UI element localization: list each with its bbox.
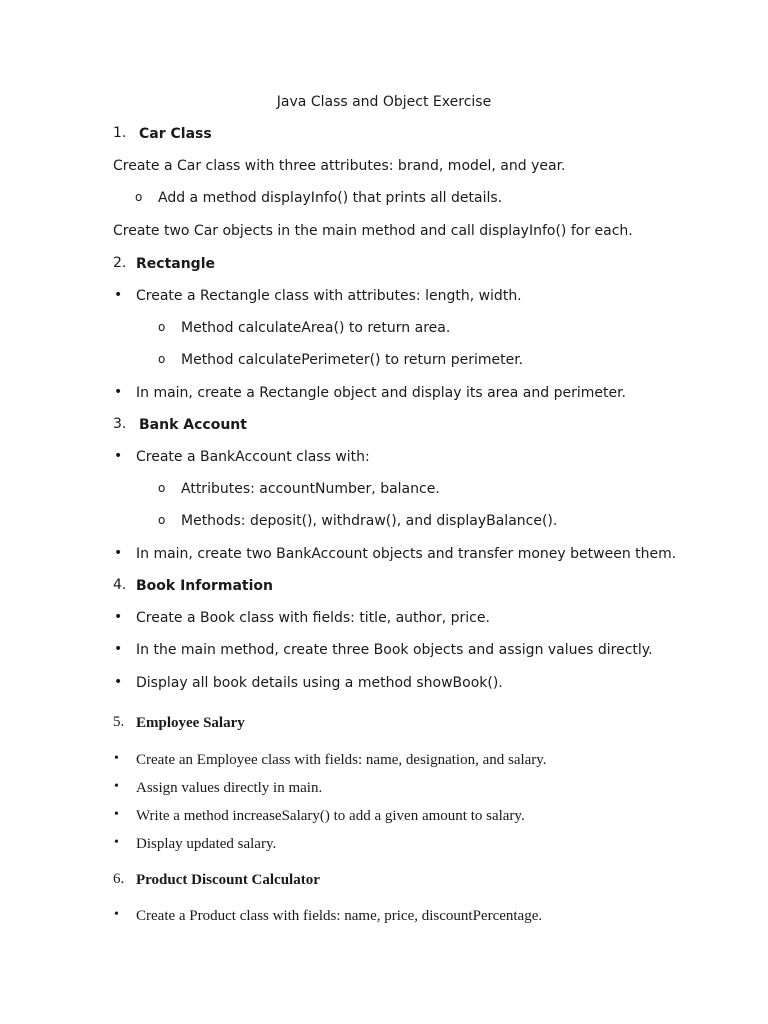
bullet-marker: • [114,807,119,822]
section-number: 2. [113,255,127,271]
sub-list-item: Method calculatePerimeter() to return perimeter. [181,352,524,368]
sub-list-item: Methods: deposit(), withdraw(), and displayBalance(). [181,513,558,529]
paragraph: Create a Car class with three attributes: brand, model, and year. [113,158,566,174]
section-heading: Bank Account [139,417,247,433]
sub-bullet-marker: o [158,513,166,527]
sub-bullet-marker: o [158,352,166,366]
list-item: Create an Employee class with fields: name, designation, and salary. [136,752,547,768]
section-heading: Rectangle [136,256,215,272]
list-item: In main, create a Rectangle object and display its area and perimeter. [136,385,626,401]
bullet-marker: • [114,287,123,303]
sub-bullet-marker: o [158,481,166,495]
list-item: In the main method, create three Book objects and assign values directly. [136,642,653,658]
section-heading: Product Discount Calculator [136,872,320,888]
section-number: 4. [113,577,127,593]
bullet-marker: • [114,835,119,850]
list-item: Display updated salary. [136,836,277,852]
list-item: Create a Book class with fields: title, author, price. [136,610,490,626]
bullet-marker: • [114,545,123,561]
list-item: Create a BankAccount class with: [136,449,370,465]
list-item: Create a Rectangle class with attributes: length, width. [136,288,522,304]
sub-bullet-marker: o [135,190,143,204]
sub-list-item: Add a method displayInfo() that prints all details. [158,190,503,206]
bullet-marker: • [114,674,123,690]
sub-list-item: Method calculateArea() to return area. [181,320,451,336]
bullet-marker: • [114,448,123,464]
bullet-marker: • [114,907,119,922]
section-heading: Employee Salary [136,715,245,731]
section-number: 1. [113,125,127,141]
list-item: Display all book details using a method showBook(). [136,675,503,691]
document-title: Java Class and Object Exercise [276,94,492,110]
sub-list-item: Attributes: accountNumber, balance. [181,481,440,497]
bullet-marker: • [114,779,119,794]
section-number: 3. [113,416,127,432]
paragraph: Create two Car objects in the main method and call displayInfo() for each. [113,223,633,239]
section-number: 5. [113,714,125,730]
section-heading: Book Information [136,578,273,594]
list-item: Assign values directly in main. [136,780,323,796]
sub-bullet-marker: o [158,320,166,334]
section-heading: Car Class [139,126,212,142]
section-number: 6. [113,871,125,887]
list-item: Write a method increaseSalary() to add a given amount to salary. [136,808,525,824]
bullet-marker: • [114,641,123,657]
bullet-marker: • [114,384,123,400]
list-item: Create a Product class with fields: name, price, discountPercentage. [136,908,543,924]
bullet-marker: • [114,609,123,625]
bullet-marker: • [114,751,119,766]
list-item: In main, create two BankAccount objects and transfer money between them. [136,546,677,562]
